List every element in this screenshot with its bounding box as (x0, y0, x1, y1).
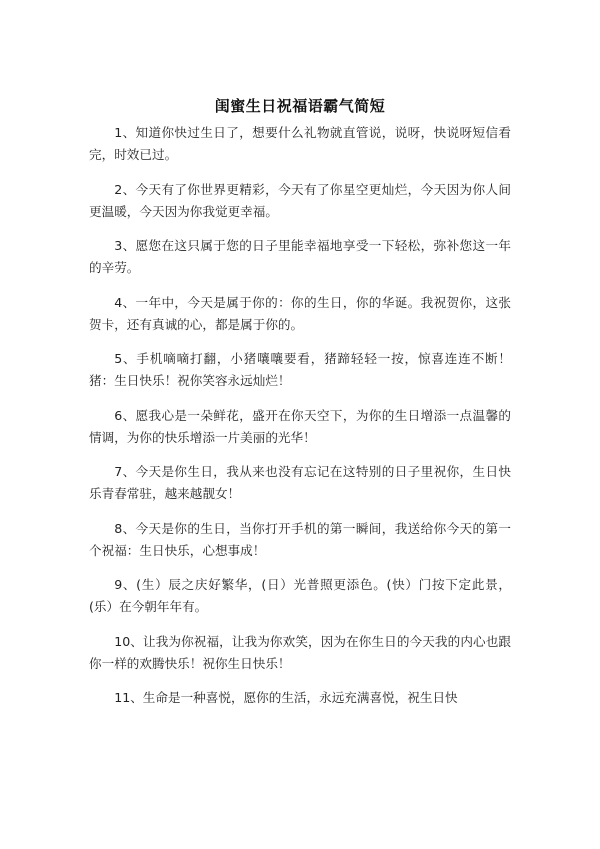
paragraph-6: 6、愿我心是一朵鲜花，盛开在你天空下，为你的生日增添一点温馨的情调，为你的快乐增添一片美丽的光华！ (89, 407, 511, 445)
paragraph-11: 11、生命是一种喜悦，愿你的生活，永远充满喜悦，祝生日快 (114, 690, 458, 705)
paragraph-9: 9、(生）辰之庆好繁华，(日）光普照更添色。(快）门按下定此景，(乐）在今朝年年有。 (89, 577, 511, 614)
paragraph-10: 10、让我为你祝福，让我为你欢笑，因为在你生日的今天我的内心也跟你一样的欢腾快乐！祝你生日快乐！ (89, 633, 511, 671)
paragraph-2: 2、今天有了你世界更精彩，今天有了你星空更灿烂，今天因为你人间更温暖，今天因为你我觉更幸福。 (89, 181, 511, 219)
paragraph-4: 4、一年中，今天是属于你的：你的生日，你的华诞。我祝贺你，这张贺卡，还有真诚的心，都是属于你的。 (89, 294, 511, 332)
paragraph-7: 7、今天是你生日，我从来也没有忘记在这特别的日子里祝你，生日快乐青春常驻，越来越靓女！ (89, 464, 511, 501)
paragraph-8: 8、今天是你的生日，当你打开手机的第一瞬间，我送给你今天的第一个祝福：生日快乐，心想事成！ (89, 520, 511, 558)
document-title: 闺蜜生日祝福语霸气简短 (214, 97, 386, 115)
paragraph-1: 1、知道你快过生日了，想要什么礼物就直管说，说呀，快说呀短信看完，时效已过。 (89, 125, 511, 162)
paragraph-list (89, 122, 511, 722)
paragraph-5: 5、手机嘀嘀打翻，小猪嚷嚷要看，猪蹄轻轻一按，惊喜连连不断！猪：生日快乐！祝你笑容永远灿烂！ (89, 351, 511, 388)
paragraph-3: 3、愿您在这只属于您的日子里能幸福地享受一下轻松，弥补您这一年的辛劳。 (89, 238, 511, 275)
